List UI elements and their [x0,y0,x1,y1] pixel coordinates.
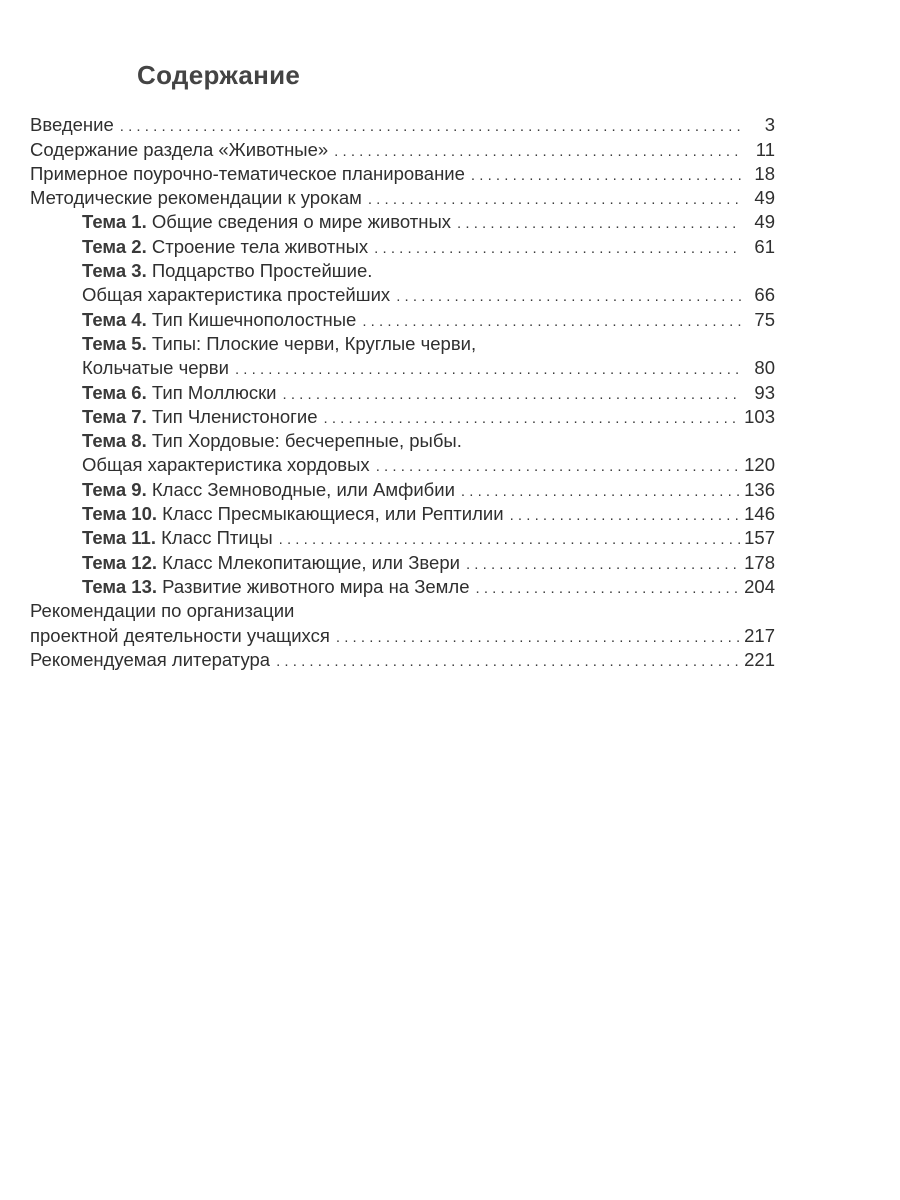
toc-entry [30,210,775,234]
toc-topic-label: Тема 2. [82,235,147,257]
toc-entry-title [82,453,370,477]
toc-entry [30,405,775,429]
toc-topic-label: Тема 11. [82,527,156,549]
toc-entry-title [82,210,451,234]
toc-entry [30,307,775,331]
toc-entry [30,259,775,283]
toc-entry [30,283,775,307]
toc-page-number: 49 [754,211,775,233]
toc-entry [30,332,775,356]
toc-entry-title [30,624,330,648]
toc-entry-title [82,332,476,356]
toc-dot-leader [466,555,740,575]
toc-entry [30,623,775,647]
toc-topic-text: Введение [30,114,114,136]
toc-topic-text: Тип Хордовые: бесчерепные, рыбы. [146,430,462,452]
toc-page-number: 120 [744,454,775,476]
toc-entry-title [30,162,465,186]
toc-topic-text: Класс Млекопитающие, или Звери [157,551,460,573]
toc-entry-title [82,381,277,405]
toc-page-number: 103 [744,405,775,427]
toc-topic-text: Тип Членистоногие [146,405,318,427]
toc-page-number: 146 [744,503,775,525]
toc-entry [30,648,775,672]
toc-dot-leader [461,482,740,502]
toc-topic-text: Подцарство Простейшие. [146,260,373,282]
toc-topic-label: Тема 9. [82,478,147,500]
toc-topic-label: Тема 8. [82,430,147,452]
toc-topic-text: Рекомендуемая литература [30,648,271,670]
toc-dot-leader [368,190,741,210]
toc-dot-leader [471,166,741,186]
toc-dot-leader [235,360,741,380]
toc-dot-leader [279,530,740,550]
toc-entry-title [82,235,368,259]
toc-dot-leader [276,652,740,672]
toc-topic-text: Общая характеристика хордовых [82,454,370,476]
toc-topic-label: Тема 4. [82,308,147,330]
toc-topic-label: Тема 12. [82,551,158,573]
toc-entry-title [30,113,114,137]
toc-entry [30,380,775,404]
toc-entry-title [82,308,356,332]
toc-page-number: 3 [764,114,775,136]
toc-entry [30,162,775,186]
toc-dot-leader [396,287,741,307]
toc-topic-label: Тема 7. [82,405,147,427]
toc-topic-text: Тип Кишечнополостные [146,308,357,330]
toc-entry-title [82,405,318,429]
toc-page-number: 204 [744,575,775,597]
toc-topic-text: Методические рекомендации к урокам [30,187,362,209]
toc-entry-title [30,599,294,623]
toc-topic-text: Общие сведения о мире животных [146,211,452,233]
toc-entry [30,599,775,623]
toc-topic-text: Кольчатые черви [82,357,229,379]
toc-entry-title [82,259,372,283]
toc-page-number: 221 [744,648,775,670]
toc-dot-leader [510,506,741,526]
toc-entry [30,453,775,477]
toc-page-number: 80 [754,357,775,379]
toc-dot-leader [336,628,740,648]
toc-entry [30,502,775,526]
toc-entry [30,186,775,210]
toc-topic-label: Тема 3. [82,260,147,282]
toc-topic-text: Развитие животного мира на Земле [157,575,470,597]
toc-dot-leader [283,385,742,405]
toc-topic-label: Тема 1. [82,211,147,233]
toc-entry-title [82,356,229,380]
toc-topic-text: Типы: Плоские черви, Круглые черви, [146,332,477,354]
toc-page-number: 11 [755,138,775,160]
toc-entry-title [30,648,270,672]
toc-entry-title [82,575,469,599]
toc-topic-text: Класс Птицы [156,527,273,549]
toc-topic-text: Класс Пресмыкающиеся, или Рептилии [157,503,504,525]
toc-page-number: 61 [754,235,775,257]
toc-entry-title [30,138,328,162]
toc-entry [30,356,775,380]
toc-page-number: 178 [744,551,775,573]
toc-page-number: 157 [744,527,775,549]
table-of-contents [30,113,775,672]
toc-dot-leader [334,142,741,162]
page-title: Содержание [137,60,301,90]
toc-entry-title [82,429,462,453]
toc-dot-leader [457,214,741,234]
toc-page-number: 66 [754,284,775,306]
toc-entry-title [82,283,390,307]
toc-page-number: 18 [754,162,775,184]
toc-entry [30,234,775,258]
toc-topic-label: Тема 5. [82,332,147,354]
toc-entry [30,575,775,599]
toc-page-number: 217 [744,624,775,646]
toc-dot-leader [374,239,741,259]
toc-page-number: 93 [754,381,775,403]
toc-entry [30,113,775,137]
toc-entry-title [82,551,460,575]
toc-entry-title [30,186,362,210]
toc-topic-text: Рекомендации по организации [30,600,295,622]
toc-entry-title [82,502,504,526]
toc-topic-label: Тема 10. [82,503,158,525]
toc-topic-text: проектной деятельности учащихся [30,624,330,646]
toc-topic-text: Строение тела животных [146,235,369,257]
toc-topic-text: Тип Моллюски [146,381,277,403]
toc-dot-leader [324,409,741,429]
toc-topic-text: Примерное поурочно-тематическое планирование [30,162,465,184]
toc-topic-text: Класс Земноводные, или Амфибии [146,478,455,500]
toc-dot-leader [120,117,741,137]
toc-dot-leader [362,312,741,332]
toc-page-number: 136 [744,478,775,500]
toc-entry [30,526,775,550]
toc-topic-text: Общая характеристика простейших [82,284,391,306]
toc-entry [30,477,775,501]
toc-dot-leader [475,579,740,599]
toc-topic-text: Содержание раздела «Животные» [30,138,329,160]
toc-entry [30,429,775,453]
toc-entry-title [82,526,273,550]
toc-page-number: 75 [754,308,775,330]
toc-dot-leader [376,457,740,477]
toc-topic-label: Тема 13. [82,575,158,597]
toc-entry [30,550,775,574]
toc-entry-title [82,478,455,502]
toc-topic-label: Тема 6. [82,381,147,403]
toc-entry [30,137,775,161]
toc-page-number: 49 [754,187,775,209]
